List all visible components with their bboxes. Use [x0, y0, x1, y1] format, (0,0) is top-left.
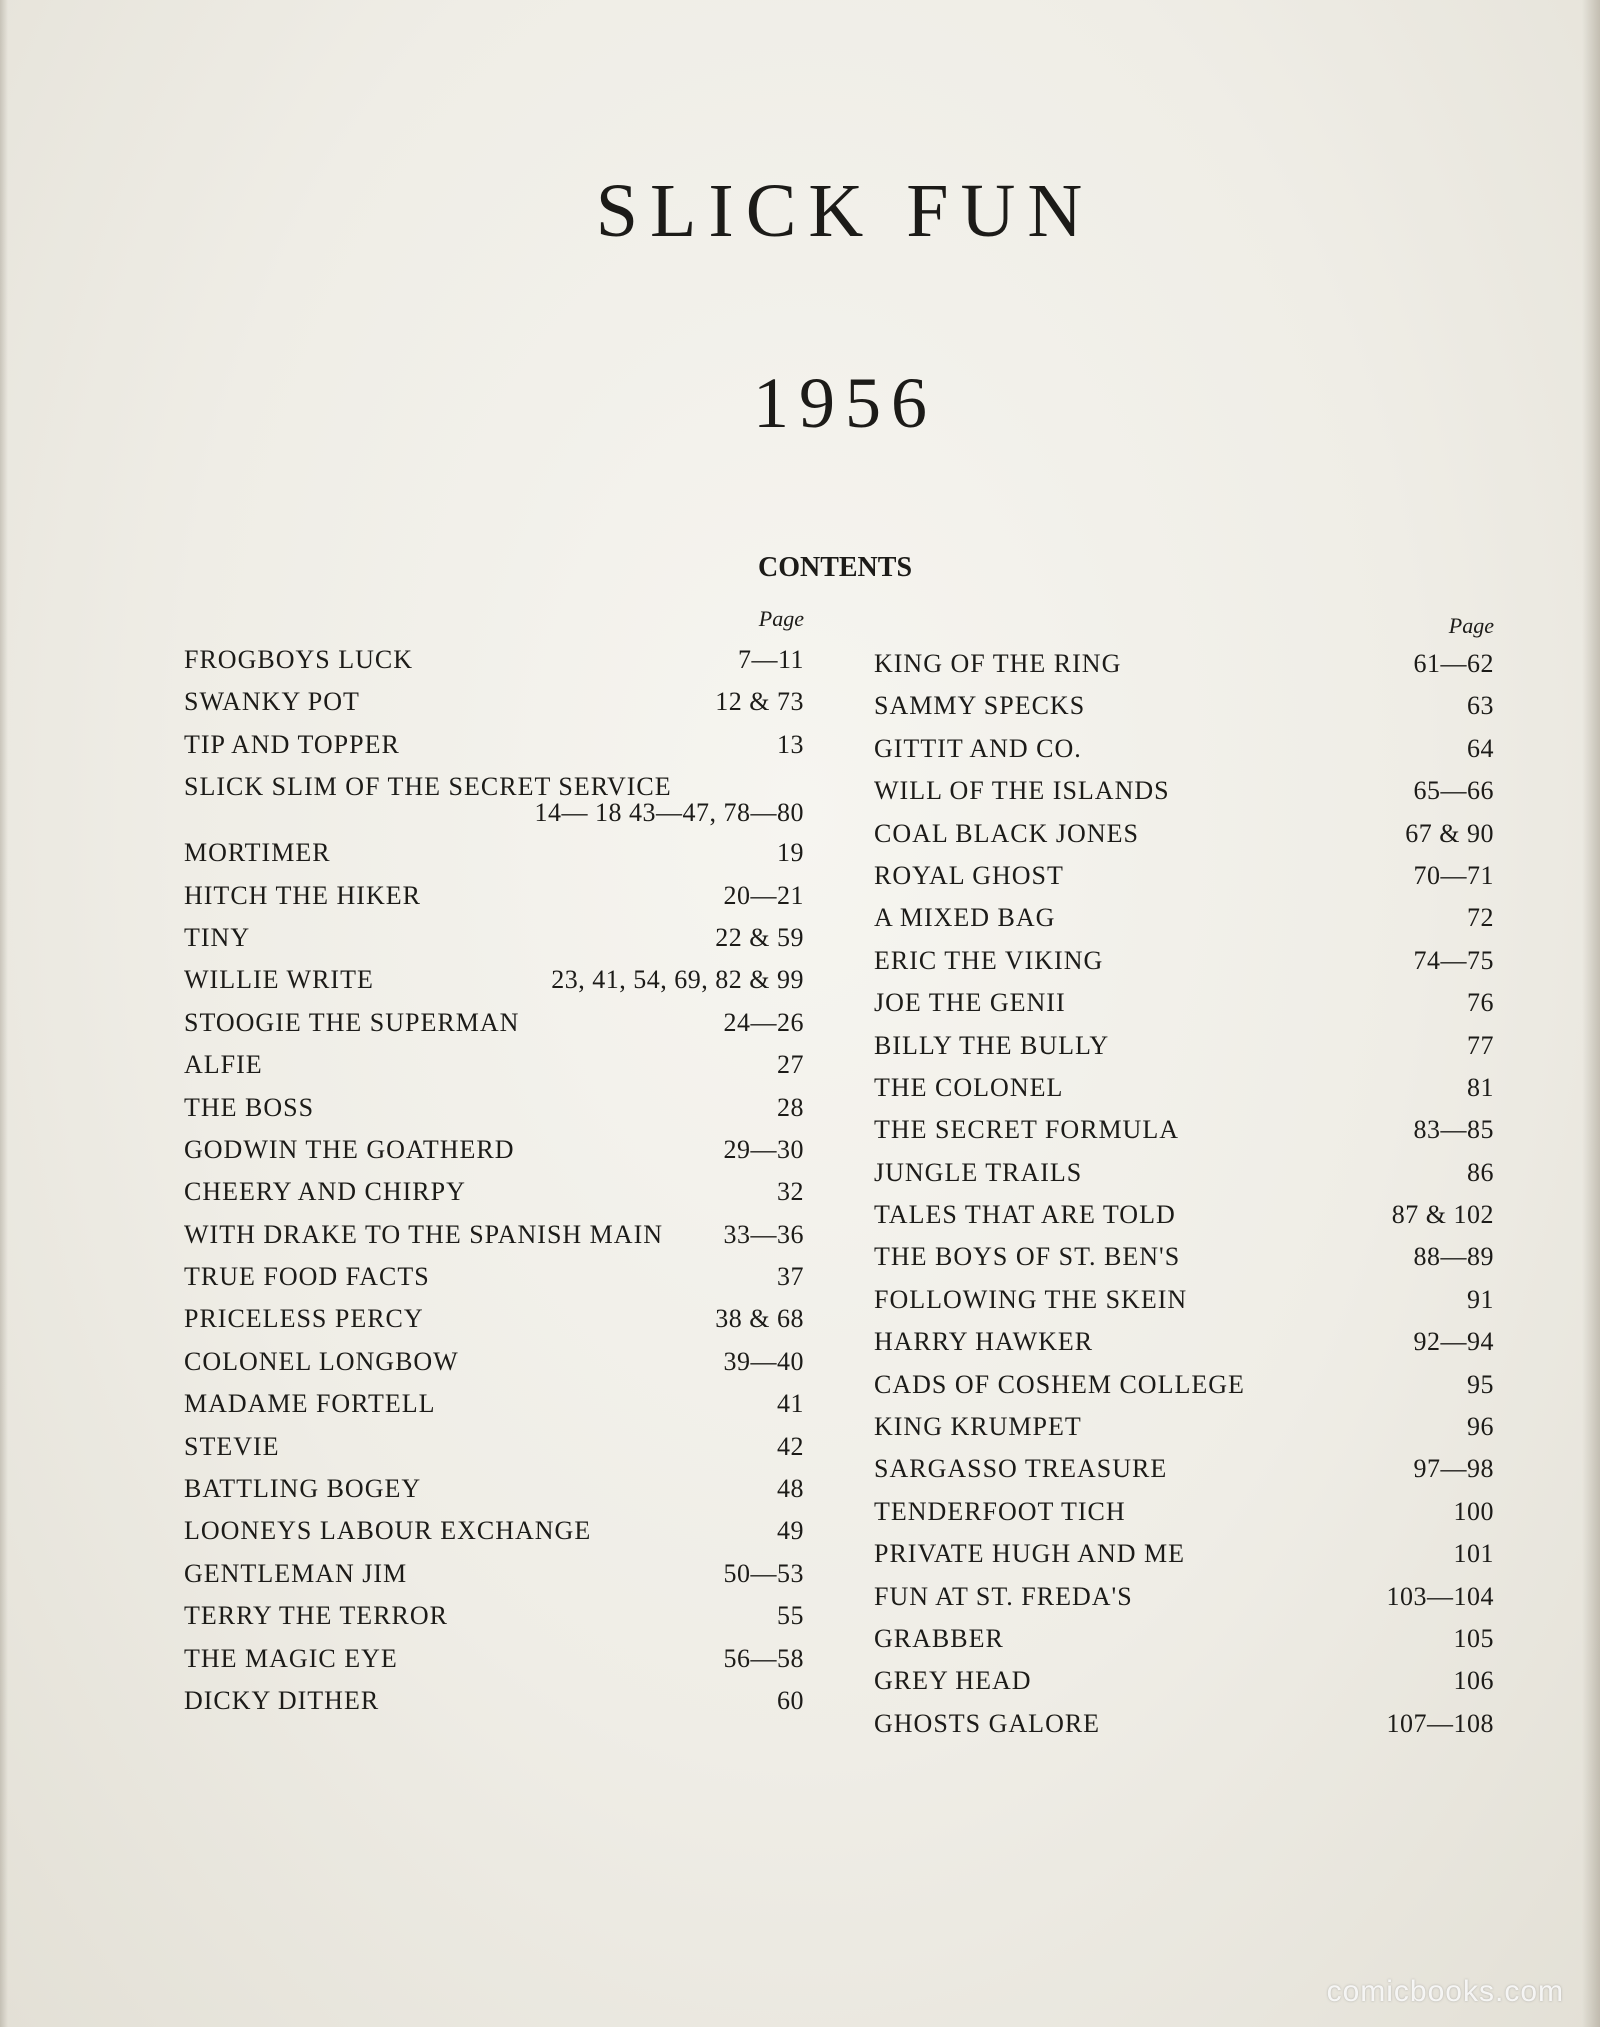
entry-title: SARGASSO TREASURE — [874, 1454, 1168, 1484]
entry-title: SAMMY SPECKS — [874, 691, 1086, 721]
contents-entry — [184, 1516, 804, 1558]
entry-title: STEVIE — [184, 1431, 280, 1461]
entry-title: JUNGLE TRAILS — [874, 1157, 1083, 1187]
entry-title: GITTIT AND CO. — [874, 733, 1082, 763]
entry-title: WILL OF THE ISLANDS — [874, 776, 1170, 806]
entry-pages: 103—104 — [1386, 1581, 1494, 1611]
entry-title: GREY HEAD — [874, 1666, 1032, 1696]
contents-entry — [874, 1031, 1494, 1073]
contents-entry — [874, 1454, 1494, 1496]
contents-entry — [874, 1370, 1494, 1412]
entry-pages: 19 — [777, 838, 804, 868]
contents-entry — [874, 903, 1494, 945]
entry-pages: 22 & 59 — [715, 922, 804, 952]
entry-title: TALES THAT ARE TOLD — [874, 1200, 1176, 1230]
entry-title: TIP AND TOPPER — [184, 729, 400, 759]
entry-pages: 92—94 — [1413, 1327, 1494, 1357]
entry-title: THE BOSS — [184, 1092, 315, 1122]
contents-entry — [874, 776, 1494, 818]
entry-title: ALFIE — [184, 1050, 263, 1080]
entry-pages: 107—108 — [1386, 1708, 1494, 1738]
entry-pages: 95 — [1467, 1369, 1494, 1399]
entry-pages: 74—75 — [1413, 945, 1494, 975]
entry-title: TRUE FOOD FACTS — [184, 1262, 430, 1292]
contents-entry — [184, 1177, 804, 1219]
entry-title: CHEERY AND CHIRPY — [184, 1177, 466, 1207]
entry-pages: 77 — [1467, 1030, 1494, 1060]
entry-title: KING KRUMPET — [874, 1412, 1082, 1442]
entry-title: MADAME FORTELL — [184, 1389, 436, 1419]
entry-title: STOOGIE THE SUPERMAN — [184, 1007, 520, 1037]
entry-pages: 61—62 — [1413, 649, 1494, 678]
contents-entry — [184, 1135, 804, 1177]
entry-pages: 55 — [777, 1601, 804, 1631]
entry-title: THE BOYS OF ST. BEN'S — [874, 1242, 1181, 1272]
contents-entry — [184, 1601, 804, 1643]
contents-entry — [184, 838, 804, 880]
entry-title: TERRY THE TERROR — [184, 1601, 448, 1631]
contents-entry — [874, 649, 1494, 691]
contents-entry — [184, 687, 804, 729]
entry-title: THE MAGIC EYE — [184, 1643, 398, 1673]
entry-pages: 106 — [1453, 1666, 1494, 1696]
contents-entry — [184, 1389, 804, 1431]
entry-title: PRICELESS PERCY — [184, 1304, 424, 1334]
entry-pages: 50—53 — [723, 1558, 804, 1588]
entry-pages: 76 — [1467, 988, 1494, 1018]
entry-title: FOLLOWING THE SKEIN — [874, 1284, 1188, 1314]
entry-title: TINY — [184, 922, 251, 952]
entry-title: DICKY DITHER — [184, 1685, 380, 1715]
contents-entry — [874, 819, 1494, 861]
entry-title: FUN AT ST. FREDA'S — [874, 1581, 1133, 1611]
contents-entry — [874, 988, 1494, 1030]
entry-pages: 72 — [1467, 903, 1494, 933]
contents-entry — [874, 946, 1494, 988]
contents-entry — [184, 1304, 804, 1346]
entry-pages: 105 — [1453, 1623, 1494, 1653]
contents-entry — [184, 881, 804, 923]
entry-title: GODWIN THE GOATHERD — [184, 1134, 515, 1164]
page-right-edge — [1582, 0, 1600, 2027]
entry-pages: 81 — [1467, 1072, 1494, 1102]
contents-entry — [184, 1050, 804, 1092]
entry-pages: 56—58 — [723, 1643, 804, 1673]
entry-title: CADS OF COSHEM COLLEGE — [874, 1369, 1245, 1399]
contents-entry — [184, 1220, 804, 1262]
contents-entry — [874, 1073, 1494, 1115]
entry-title: THE COLONEL — [874, 1072, 1064, 1102]
contents-entry — [874, 1539, 1494, 1581]
contents-entry — [184, 1008, 804, 1050]
entry-pages: 20—21 — [723, 880, 804, 910]
contents-entry — [184, 772, 804, 838]
entry-pages: 42 — [777, 1431, 804, 1461]
contents-entry — [184, 1262, 804, 1304]
entry-pages: 14— 18 43—47, 78—80 — [534, 798, 804, 828]
contents-entry — [184, 1474, 804, 1516]
contents-entry — [184, 965, 804, 1007]
contents-heading: CONTENTS — [757, 552, 913, 583]
entry-title: BATTLING BOGEY — [184, 1474, 422, 1504]
entry-pages: 86 — [1467, 1157, 1494, 1187]
entry-title: GRABBER — [874, 1623, 1004, 1653]
entry-pages: 97—98 — [1413, 1454, 1494, 1484]
entry-pages: 100 — [1453, 1496, 1494, 1526]
entry-title: WITH DRAKE TO THE SPANISH MAIN — [184, 1219, 664, 1249]
entry-title: GENTLEMAN JIM — [184, 1558, 408, 1588]
entry-pages: 23, 41, 54, 69, 82 & 99 — [551, 965, 804, 995]
contents-entry — [874, 691, 1494, 733]
entry-pages: 24—26 — [723, 1007, 804, 1037]
contents-entry — [184, 645, 804, 687]
entry-pages: 70—71 — [1413, 860, 1494, 890]
entry-title: PRIVATE HUGH AND ME — [874, 1539, 1186, 1569]
entry-pages: 64 — [1467, 733, 1494, 763]
entry-title: HITCH THE HIKER — [184, 880, 421, 910]
entry-title: SWANKY POT — [184, 687, 360, 717]
entry-pages: 88—89 — [1413, 1242, 1494, 1272]
contents-entry — [874, 1497, 1494, 1539]
entry-pages: 67 & 90 — [1405, 818, 1494, 848]
entry-title: KING OF THE RING — [874, 649, 1122, 678]
contents-entry — [874, 1412, 1494, 1454]
entry-title: ROYAL GHOST — [874, 860, 1064, 890]
contents-entry — [874, 1327, 1494, 1369]
entry-pages: 49 — [777, 1516, 804, 1546]
entry-pages: 87 & 102 — [1391, 1200, 1494, 1230]
entry-title: TENDERFOOT TICH — [874, 1496, 1126, 1526]
contents-entry — [184, 1644, 804, 1686]
page-column-label-right: Page — [1448, 613, 1494, 638]
entry-pages: 7—11 — [737, 645, 804, 674]
contents-entry — [874, 1666, 1494, 1708]
contents-entry — [184, 730, 804, 772]
contents-entry — [874, 1285, 1494, 1327]
entry-pages: 96 — [1467, 1412, 1494, 1442]
contents-entry — [874, 861, 1494, 903]
entry-pages: 91 — [1467, 1284, 1494, 1314]
entry-pages: 63 — [1467, 691, 1494, 721]
entry-title: JOE THE GENII — [874, 988, 1066, 1018]
page-column-label-left: Page — [758, 606, 804, 631]
entry-pages: 60 — [777, 1685, 804, 1715]
contents-entry — [874, 1115, 1494, 1157]
entry-title: WILLIE WRITE — [184, 965, 374, 995]
entry-title: COAL BLACK JONES — [874, 818, 1139, 848]
contents-entry — [874, 1709, 1494, 1751]
contents-entry — [184, 923, 804, 965]
entry-title: LOONEYS LABOUR EXCHANGE — [184, 1516, 592, 1546]
page-title: SLICK FUN — [595, 169, 1095, 253]
entry-pages: 32 — [777, 1177, 804, 1207]
entry-title: A MIXED BAG — [874, 903, 1056, 933]
contents-entry — [874, 1242, 1494, 1284]
contents-entry — [184, 1093, 804, 1135]
entry-pages: 29—30 — [723, 1134, 804, 1164]
watermark: comicbooks.com — [1326, 1975, 1564, 2008]
entry-pages: 38 & 68 — [715, 1304, 804, 1334]
entry-pages: 101 — [1453, 1539, 1494, 1569]
contents-entry — [184, 1686, 804, 1728]
contents-list-right — [874, 649, 1494, 1751]
entry-title: BILLY THE BULLY — [874, 1030, 1110, 1060]
entry-pages: 37 — [777, 1262, 804, 1292]
entry-title: SLICK SLIM OF THE SECRET SERVICE — [184, 772, 672, 802]
entry-pages: 83—85 — [1413, 1115, 1494, 1145]
entry-pages: 41 — [777, 1389, 804, 1419]
entry-title: MORTIMER — [184, 838, 331, 868]
entry-pages: 28 — [777, 1092, 804, 1122]
contents-entry — [874, 1624, 1494, 1666]
entry-pages: 48 — [777, 1474, 804, 1504]
entry-title: COLONEL LONGBOW — [184, 1346, 459, 1376]
contents-entry — [184, 1347, 804, 1389]
entry-pages: 39—40 — [723, 1346, 804, 1376]
entry-title: ERIC THE VIKING — [874, 945, 1104, 975]
contents-entry — [874, 734, 1494, 776]
entry-pages: 13 — [777, 729, 804, 759]
contents-entry — [184, 1432, 804, 1474]
contents-entry — [184, 1559, 804, 1601]
entry-title: FROGBOYS LUCK — [184, 645, 413, 674]
page-left-edge — [0, 0, 8, 2027]
entry-pages: 12 & 73 — [715, 687, 804, 717]
entry-pages: 33—36 — [723, 1219, 804, 1249]
contents-entry — [874, 1582, 1494, 1624]
contents-entry — [874, 1158, 1494, 1200]
entry-pages: 65—66 — [1413, 776, 1494, 806]
entry-title: GHOSTS GALORE — [874, 1708, 1101, 1738]
year-heading: 1956 — [753, 363, 937, 443]
entry-title: HARRY HAWKER — [874, 1327, 1094, 1357]
entry-pages: 27 — [777, 1050, 804, 1080]
contents-list-left — [184, 645, 804, 1728]
contents-entry — [874, 1200, 1494, 1242]
entry-title: THE SECRET FORMULA — [874, 1115, 1179, 1145]
